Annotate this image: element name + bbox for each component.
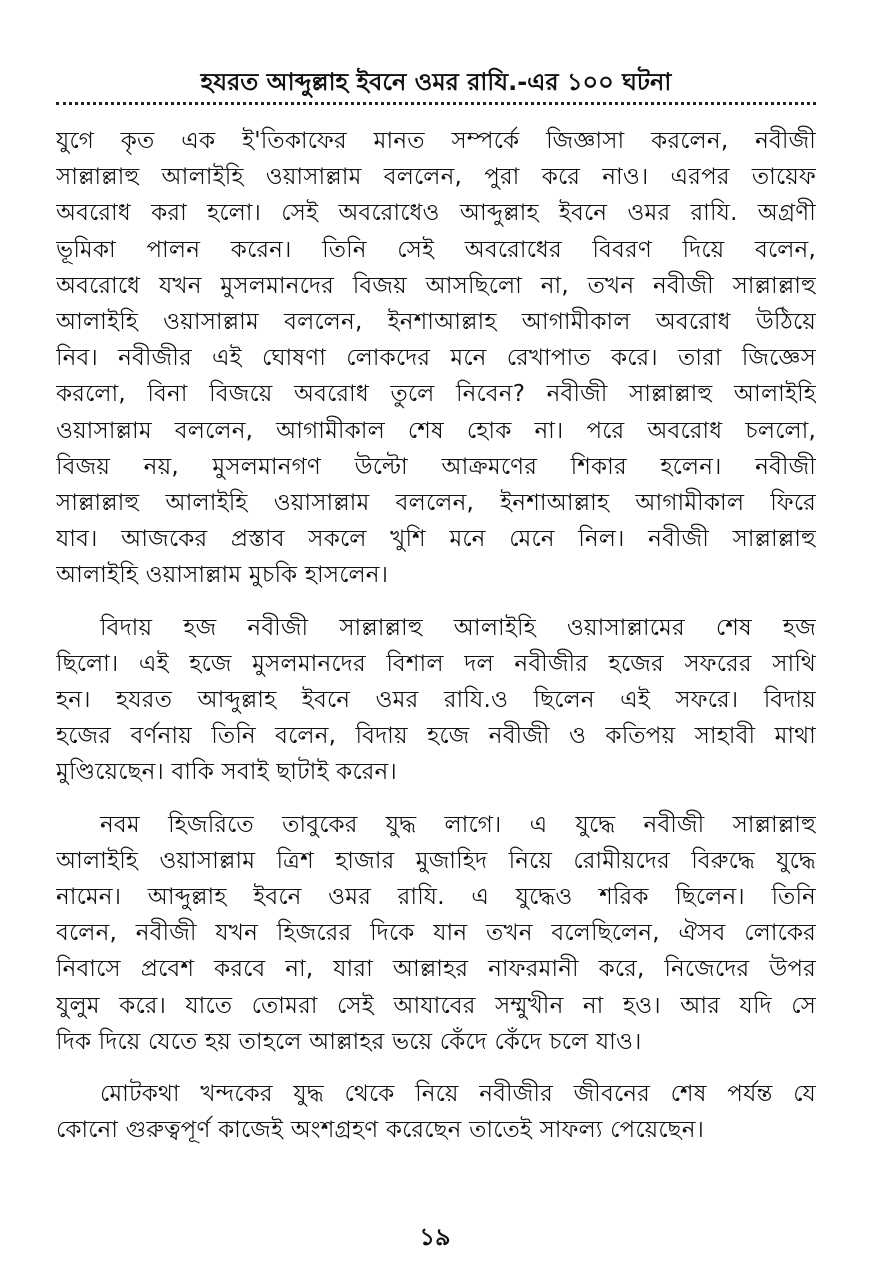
text-line: আলাইহি ওয়াসাল্লাম ত্রিশ হাজার মুজাহিদ নিয়ে রোমীয়দের বিরুদ্ধে যুদ্ধে (56, 847, 816, 874)
text-line: কোনো গুরুত্বপূর্ণ কাজেই অংশগ্রহণ করেছেন তাতেই সাফল্য পেয়েছেন। (56, 1117, 705, 1144)
text-line: সাল্লাল্লাহু আলাইহি ওয়াসাল্লাম বললেন, পুরা করে নাও। এরপর তায়েফ (56, 164, 816, 191)
text-line: যুলুম করে। যাতে তোমরা সেই আযাবের সম্মুখীন না হও। আর যদি সে (56, 992, 816, 1019)
running-head-title: হযরত আব্দুল্লাহ ইবনে ওমর রাযি.-এর ১০০ ঘটনা (200, 68, 672, 96)
paragraph-4 (56, 1076, 816, 1148)
text-line: সাল্লাল্লাহু আলাইহি ওয়াসাল্লাম বললেন, ইনশাআল্লাহ আগামীকাল ফিরে (56, 490, 816, 517)
text-line: যাব। আজকের প্রস্তাব সকলে খুশি মনে মেনে নিল। নবীজী সাল্লাল্লাহু (56, 526, 816, 553)
text-line: নিবাসে প্রবেশ করবে না, যারা আল্লাহর নাফরমানী করে, নিজেদের উপর (56, 956, 816, 983)
paragraph-3 (56, 807, 816, 1060)
text-line: বলেন, নবীজী যখন হিজরের দিকে যান তখন বলেছিলেন, ঐসব লোকের (56, 920, 816, 947)
text-line: নবম হিজরিতে তাবুকের যুদ্ধ লাগে। এ যুদ্ধে নবীজী সাল্লাল্লাহু (100, 811, 816, 838)
page-number: ১৯ (419, 1223, 451, 1251)
text-line: ওয়াসাল্লাম বললেন, আগামীকাল শেষ হোক না। পরে অবরোধ চললো, (56, 417, 816, 444)
text-line: হন। হযরত আব্দুল্লাহ ইবনে ওমর রাযি.ও ছিলেন এই সফরে। বিদায় (56, 687, 816, 714)
text-line: দিক দিয়ে যেতে হয় তাহলে আল্লাহর ভয়ে কেঁদে কেঁদে চলে যাও। (56, 1028, 642, 1055)
paragraph-1 (56, 123, 816, 594)
text-line: আলাইহি ওয়াসাল্লাম বললেন, ইনশাআল্লাহ আগামীকাল অবরোধ উঠিয়ে (56, 309, 816, 336)
text-line: বিজয় নয়, মুসলমানগণ উল্টো আক্রমণের শিকার হলেন। নবীজী (56, 453, 816, 480)
text-line: ছিলো। এই হজে মুসলমানদের বিশাল দল নবীজীর হজের সফরের সাথি (56, 650, 816, 677)
paragraph-2 (56, 610, 816, 791)
text-line: আলাইহি ওয়াসাল্লাম মুচকি হাসলেন। (56, 562, 389, 589)
body-text (56, 123, 816, 1148)
text-line: অবরোধ করা হলো। সেই অবরোধেও আব্দুল্লাহ ইবনে ওমর রাযি. অগ্রণী (56, 200, 816, 227)
text-line: যুগে কৃত এক ই'তিকাফের মানত সম্পর্কে জিজ্ঞাসা করলেন, নবীজী (56, 128, 816, 154)
text-line: মোটকথা খন্দকের যুদ্ধ থেকে নিয়ে নবীজীর জীবনের শেষ পর্যন্ত যে (100, 1081, 816, 1108)
text-line: করলো, বিনা বিজয়ে অবরোধ তুলে নিবেন? নবীজী সাল্লাল্লাহু আলাইহি (56, 381, 816, 408)
text-line: নিব। নবীজীর এই ঘোষণা লোকদের মনে রেখাপাত করে। তারা জিজ্ঞেস (56, 345, 816, 372)
text-line: ভূমিকা পালন করেন। তিনি সেই অবরোধের বিবরণ দিয়ে বলেন, (56, 236, 816, 263)
header-dotted-rule (56, 102, 816, 105)
text-line: বিদায় হজ নবীজী সাল্লাল্লাহু আলাইহি ওয়াসাল্লামের শেষ হজ (100, 614, 816, 641)
text-line: হজের বর্ণনায় তিনি বলেন, বিদায় হজে নবীজী ও কতিপয় সাহাবী মাথা (56, 723, 816, 750)
text-line: নামেন। আব্দুল্লাহ ইবনে ওমর রাযি. এ যুদ্ধেও শরিক ছিলেন। তিনি (56, 884, 816, 911)
text-line: মুণ্ডিয়েছেন। বাকি সবাই ছাটাই করেন। (56, 759, 397, 786)
text-line: অবরোধে যখন মুসলমানদের বিজয় আসছিলো না, তখন নবীজী সাল্লাল্লাহু (56, 272, 816, 299)
page-content (56, 66, 816, 1148)
